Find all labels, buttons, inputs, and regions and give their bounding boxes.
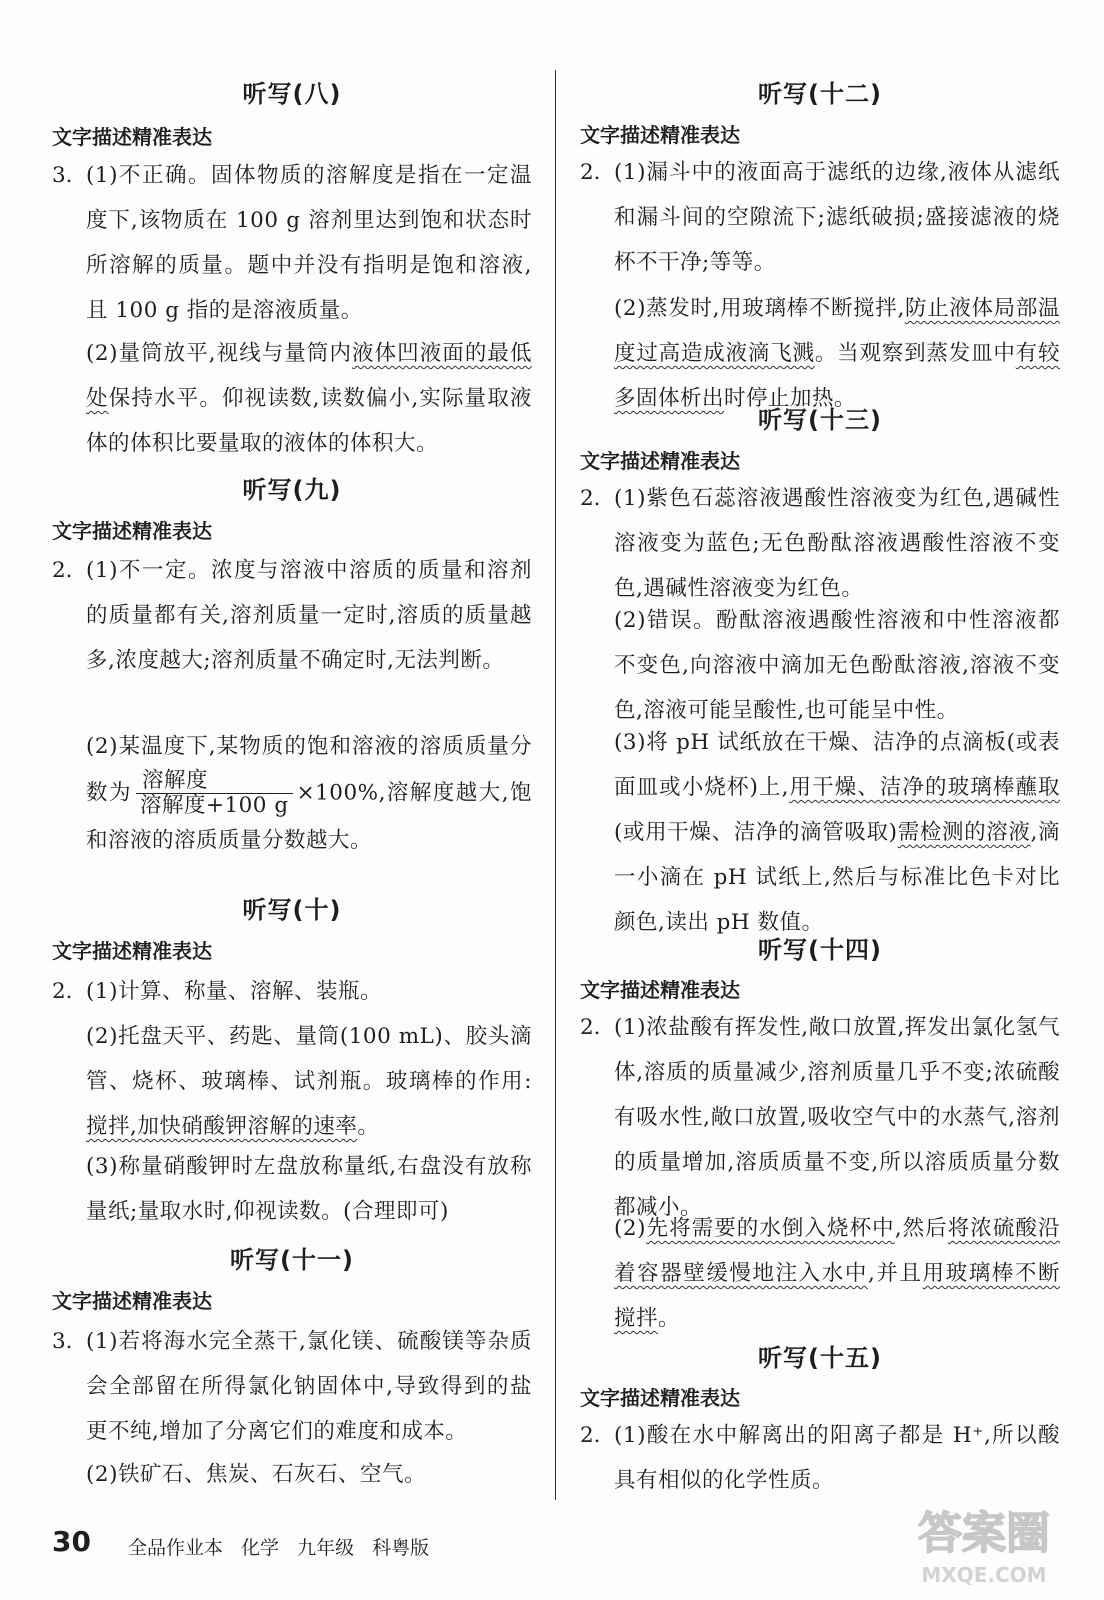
question-number: 2. bbox=[52, 979, 73, 1004]
question-number: 2. bbox=[580, 1015, 601, 1040]
answer-12-1 bbox=[580, 150, 1060, 285]
answer-text: 。当观察到蒸发皿中 bbox=[814, 341, 1016, 366]
answer-text: (3)将 pH 试纸放在干燥、洁净的点滴板(或表面皿或小烧杯)上, bbox=[614, 730, 1060, 800]
answer-10-2 bbox=[52, 1014, 532, 1149]
answer-13-1 bbox=[580, 476, 1060, 611]
answer-text: (2)某温度下,某物质的饱和溶液的溶质质量分数为 bbox=[86, 734, 532, 806]
answer-text: 保持水平。仰视读数,读数偏小,实际量取液体的体积比要量取的液体的体积大。 bbox=[86, 386, 532, 456]
section-subtitle-15: 文字描述精准表达 bbox=[580, 1386, 740, 1410]
answer-14-2 bbox=[580, 1206, 1060, 1341]
watermark-text: 答案圈 bbox=[918, 1508, 1050, 1559]
section-title-12: 听写(十二) bbox=[758, 80, 882, 108]
key-phrase: 用干燥、洁净的玻璃棒蘸取 bbox=[788, 775, 1060, 800]
key-phrase: 防止液体局部温度过高造成液滴飞溅 bbox=[614, 296, 1060, 366]
answer-13-3 bbox=[580, 720, 1060, 945]
answer-9-1 bbox=[52, 548, 532, 683]
section-title-13: 听写(十三) bbox=[758, 406, 882, 434]
key-phrase: 搅拌,加快硝酸钾溶解的速率 bbox=[86, 1114, 358, 1139]
watermark-logo bbox=[884, 1500, 1084, 1590]
section-subtitle-8: 文字描述精准表达 bbox=[52, 125, 212, 149]
key-phrase: 用玻璃棒不断搅拌 bbox=[614, 1261, 1060, 1331]
key-phrase: 液体凹液面的最低处 bbox=[86, 341, 532, 411]
question-number: 3. bbox=[52, 1329, 73, 1354]
fraction-denominator: 溶解度+100 g bbox=[139, 793, 289, 818]
section-subtitle-11: 文字描述精准表达 bbox=[52, 1289, 212, 1313]
answer-text: (1)酸在水中解离出的阳离子都是 H⁺,所以酸具有相似的化学性质。 bbox=[614, 1423, 1060, 1493]
question-number: 2. bbox=[52, 558, 73, 583]
answer-text: (1)若将海水完全蒸干,氯化镁、硫酸镁等杂质会全部留在所得氯化钠固体中,导致得到的盐更不纯,增加了分离它们的难度和成本。 bbox=[86, 1329, 532, 1444]
answer-11-2 bbox=[52, 1452, 532, 1497]
fraction bbox=[136, 769, 293, 818]
answer-text: ,并且 bbox=[867, 1261, 923, 1286]
section-title-9: 听写(九) bbox=[242, 476, 342, 504]
fraction-numerator: 溶解度 bbox=[136, 769, 293, 794]
answer-text: ,然后 bbox=[894, 1216, 948, 1241]
answer-text: (2)托盘天平、药匙、量筒(100 mL)、胶头滴管、烧杯、玻璃棒、试剂瓶。玻璃棒的作用: bbox=[86, 1024, 532, 1094]
answer-text: (2)铁矿石、焦炭、石灰石、空气。 bbox=[86, 1462, 426, 1487]
section-title-10: 听写(十) bbox=[242, 896, 342, 924]
key-phrase: 有较多固体析出 bbox=[614, 341, 1060, 411]
section-subtitle-9: 文字描述精准表达 bbox=[52, 519, 212, 543]
section-title-15: 听写(十五) bbox=[758, 1344, 882, 1372]
answer-text: (3)称量硝酸钾时左盘放称量纸,右盘没有放称量纸;量取水时,仰视读数。(合理即可) bbox=[86, 1154, 532, 1224]
answer-15-1 bbox=[580, 1413, 1060, 1503]
answer-text: 。 bbox=[357, 1114, 380, 1139]
key-phrase: 需检测的溶液 bbox=[897, 820, 1031, 845]
answer-10-1 bbox=[52, 969, 532, 1014]
answer-text: (2)量筒放平,视线与量筒内 bbox=[86, 341, 353, 366]
answer-8-1 bbox=[52, 153, 532, 333]
page-number: 30 bbox=[52, 1525, 91, 1558]
section-subtitle-13: 文字描述精准表达 bbox=[580, 449, 740, 473]
answer-text: ×100%,溶解度越大,饱和溶液的溶质质量分数越大。 bbox=[86, 780, 532, 853]
answer-13-2 bbox=[580, 598, 1060, 733]
section-subtitle-10: 文字描述精准表达 bbox=[52, 939, 212, 963]
key-phrase: 将浓硫酸沿着容器壁缓慢地注入水中 bbox=[614, 1216, 1060, 1286]
watermark-url: MXQE.COM bbox=[921, 1563, 1047, 1587]
answer-text: (1)漏斗中的液面高于滤纸的边缘,液体从滤纸和漏斗间的空隙流下;滤纸破损;盛接滤液的烧杯不干净;等等。 bbox=[614, 160, 1060, 275]
section-subtitle-12: 文字描述精准表达 bbox=[580, 123, 740, 147]
answer-text: (1)浓盐酸有挥发性,敞口放置,挥发出氯化氢气体,溶质的质量减少,溶剂质量几乎不变;浓硫酸有吸水性,敞口放置,吸收空气中的水蒸气,溶剂的质量增加,溶质质量不变,所以溶质质量分数都减小。 bbox=[614, 1015, 1060, 1220]
section-title-11: 听写(十一) bbox=[230, 1246, 354, 1274]
section-title-8: 听写(八) bbox=[242, 80, 342, 108]
answer-text: (1)不一定。浓度与溶液中溶质的质量和溶剂的质量都有关,溶剂质量一定时,溶质的质量越多,浓度越大;溶剂质量不确定时,无法判断。 bbox=[86, 558, 532, 673]
section-subtitle-14: 文字描述精准表达 bbox=[580, 978, 740, 1002]
answer-text: 。 bbox=[658, 1306, 681, 1331]
key-phrase: 先将需要的水倒入烧杯中 bbox=[645, 1216, 895, 1241]
question-number: 2. bbox=[580, 1423, 601, 1448]
answer-8-2 bbox=[52, 331, 532, 466]
answer-10-3 bbox=[52, 1144, 532, 1234]
answer-11-1 bbox=[52, 1319, 532, 1454]
answer-text: (1)紫色石蕊溶液遇酸性溶液变为红色,遇碱性溶液变为蓝色;无色酚酞溶液遇酸性溶液不变色,遇碱性溶液变为红色。 bbox=[614, 486, 1060, 601]
answer-text: (或用干燥、洁净的滴管吸取) bbox=[614, 820, 898, 845]
answer-text: (2)蒸发时,用玻璃棒不断搅拌, bbox=[614, 296, 905, 321]
answer-text: 时停止加热。 bbox=[724, 386, 857, 411]
answer-text: (1)不正确。固体物质的溶解度是指在一定温度下,该物质在 100 g 溶剂里达到饱和状态时所溶解的质量。题中并没有指明是饱和溶液,且 100 g 指的是溶液质量。 bbox=[86, 163, 532, 323]
answer-text: (1)计算、称量、溶解、装瓶。 bbox=[86, 979, 382, 1004]
answer-9-2 bbox=[52, 724, 532, 863]
answer-14-1 bbox=[580, 1005, 1060, 1230]
answer-text: ,滴一小滴在 pH 试纸上,然后与标准比色卡对比颜色,读出 pH 数值。 bbox=[614, 820, 1061, 935]
question-number: 3. bbox=[52, 163, 73, 188]
column-divider bbox=[555, 70, 556, 1500]
section-title-14: 听写(十四) bbox=[758, 936, 882, 964]
footer-book-info: 全品作业本 化学 九年级 科粤版 bbox=[128, 1537, 430, 1559]
answer-text: (2) bbox=[614, 1216, 646, 1241]
answer-text: (2)错误。酚酞溶液遇酸性溶液和中性溶液都不变色,向溶液中滴加无色酚酞溶液,溶液不变色,溶液可能呈酸性,也可能呈中性。 bbox=[614, 608, 1060, 723]
question-number: 2. bbox=[580, 486, 601, 511]
question-number: 2. bbox=[580, 160, 601, 185]
